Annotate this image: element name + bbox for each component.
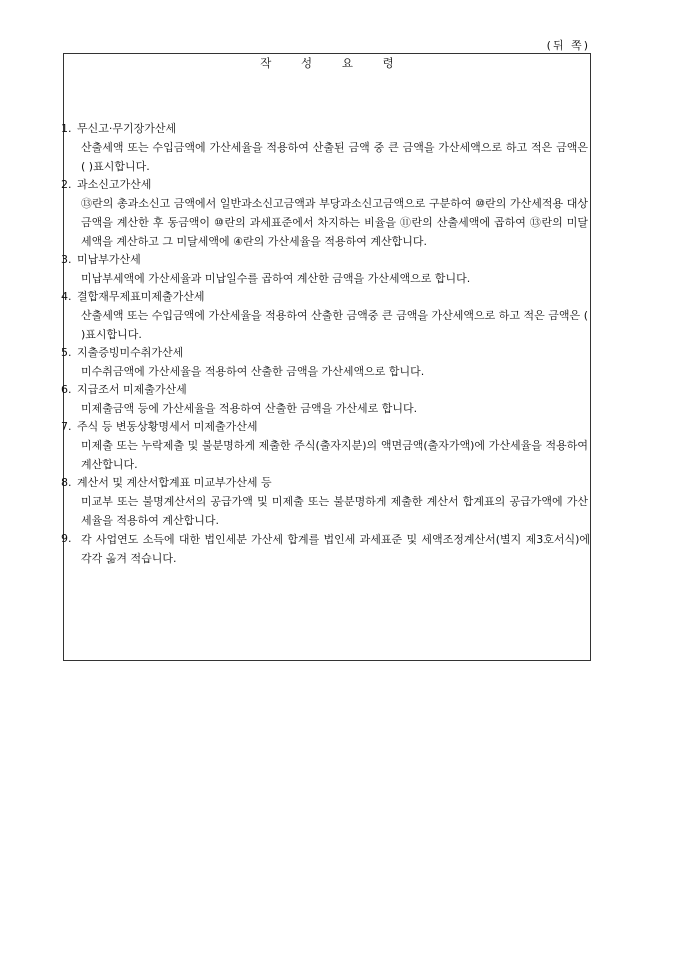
instruction-body: 미수취금액에 가산세율을 적용하여 산출한 금액을 가산세액으로 합니다.: [81, 365, 425, 378]
instruction-heading: [61, 474, 590, 492]
instruction-heading-text: 지급조서 미제출가산세: [77, 383, 187, 396]
instruction-item: [61, 474, 590, 530]
instruction-heading: [61, 530, 590, 568]
instruction-heading: [61, 418, 590, 436]
instruction-item: [61, 381, 590, 418]
instruction-heading: [61, 288, 590, 306]
instruction-heading-text: 과소신고가산세: [77, 178, 152, 191]
instruction-item: [61, 176, 590, 251]
instruction-number: 3.: [61, 253, 72, 266]
instruction-body: 미교부 또는 불명계산서의 공급가액 및 미제출 또는 불분명하게 제출한 계산서 합계표의 공급가액에 가산세율을 적용하여 계산합니다.: [81, 495, 588, 527]
instruction-heading-text: 결합재무제표미제출가산세: [77, 290, 205, 303]
instruction-item: [61, 530, 590, 568]
instruction-number: 4.: [61, 290, 72, 303]
instruction-item: [61, 120, 590, 176]
instruction-heading: [61, 251, 590, 269]
instructions-list: [61, 120, 590, 568]
instruction-body: 미제출금액 등에 가산세율을 적용하여 산출한 금액을 가산세로 합니다.: [81, 402, 418, 415]
instruction-body: 산출세액 또는 수입금액에 가산세율을 적용하여 산출된 금액 중 큰 금액을 가산세액으로 하고 적은 금액은 ( )표시합니다.: [81, 141, 588, 173]
instruction-number: 9.: [61, 532, 72, 545]
instruction-heading-text: 주식 등 변동상황명세서 미제출가산세: [77, 420, 258, 433]
instruction-number: 2.: [61, 178, 72, 191]
instruction-body: 산출세액 또는 수입금액에 가산세율을 적용하여 산출한 금액중 큰 금액을 가산세액으로 하고 적은 금액은 ( )표시합니다.: [81, 309, 588, 341]
instruction-item: [61, 418, 590, 474]
instruction-body: 미납부세액에 가산세율과 미납일수를 곱하여 계산한 금액을 가산세액으로 합니다.: [81, 272, 471, 285]
instruction-body: ⑬란의 총과소신고 금액에서 일반과소신고금액과 부당과소신고금액으로 구분하여 ⑩란의 가산세적용 대상금액을 계산한 후 동금액이 ⑩란의 과세표준에서 차지하는 비율을 ⑪란의 산출세액에 곱하여 ⑬란의 미달세액을 계산하고 그 미달세액에 ④란의 가산세율을 적용하여 계산합니다.: [81, 197, 588, 248]
instruction-heading-text: 지출증빙미수취가산세: [77, 346, 184, 359]
instruction-number: 7.: [61, 420, 72, 433]
instruction-body: 각 사업연도 소득에 대한 법인세분 가산세 합계를 법인세 과세표준 및 세액조정계산서(별지 제3호서식)에 각각 옮겨 적습니다.: [81, 533, 590, 565]
instruction-heading: [61, 344, 590, 362]
form-title: 작 성 요 령: [260, 56, 394, 70]
instruction-number: 1.: [61, 122, 72, 135]
instruction-heading: [61, 381, 590, 399]
instruction-body: 미제출 또는 누락제출 및 불분명하게 제출한 주식(출자지분)의 액면금액(출자가액)에 가산세율을 적용하여 계산합니다.: [81, 439, 588, 471]
instruction-heading: [61, 176, 590, 194]
instruction-number: 8.: [61, 476, 72, 489]
instructions-frame: [63, 53, 591, 661]
instruction-number: 5.: [61, 346, 72, 359]
page-side-label: (뒤 쪽): [546, 39, 590, 52]
instruction-heading-text: 무신고·무기장가산세: [77, 122, 177, 135]
instruction-heading: [61, 120, 590, 138]
instruction-heading-text: 계산서 및 계산서합계표 미교부가산세 등: [77, 476, 272, 489]
instruction-item: [61, 344, 590, 381]
instruction-heading-text: 미납부가산세: [77, 253, 141, 266]
instruction-item: [61, 251, 590, 288]
instruction-number: 6.: [61, 383, 72, 396]
instruction-item: [61, 288, 590, 344]
